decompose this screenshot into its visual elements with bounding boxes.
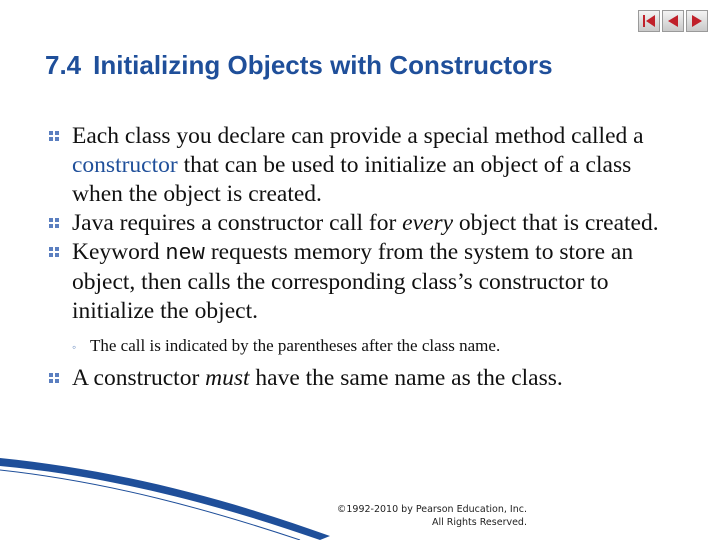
rights-line: All Rights Reserved. [431,517,527,528]
previous-slide-icon [665,13,681,29]
list-item [48,238,668,358]
sub-bullet-text: The call is indicated by the parentheses after the class name. [90,336,501,355]
sub-list-item [72,334,668,358]
copyright-line: ©1992-2010 by Pearson Education, Inc. [336,504,527,515]
list-item [48,122,668,209]
next-slide-button[interactable] [686,10,708,32]
slide-title-number: 7.4 [45,50,82,80]
list-item [48,209,668,238]
first-slide-icon [641,13,657,29]
list-item [48,364,668,393]
bullet-text: that can be used to initialize an object of a class when the object is created. [72,152,632,207]
sub-bullet-list [72,334,668,358]
bullet-text: A constructor [72,365,206,391]
slide-title-text: Initializing Objects with Constructors [93,50,553,80]
bullet-text: Keyword [72,239,166,265]
slide-title [45,50,553,81]
code-keyword: new [165,241,205,266]
copyright-notice [300,503,527,529]
bullet-list [48,122,668,393]
bullet-text: have the same name as the class. [249,365,563,391]
bullet-text: requests memory from the system to store an object, then calls the corresponding class’s constructor to initialize the object. [72,239,634,324]
bullet-text: Each class you declare can provide a special method called a [72,123,644,149]
constructor-term: constructor [72,152,178,178]
sub-bullet-marker-icon: ◦ [72,340,77,354]
previous-slide-button[interactable] [662,10,684,32]
bullet-marker-icon [48,130,62,144]
bullet-text: Java requires a constructor call for [72,210,403,236]
bullet-marker-icon [48,372,62,386]
bullet-text: object that is created. [453,210,659,236]
emphasis-text: must [205,365,250,391]
next-slide-icon [689,13,705,29]
emphasis-text: every [402,210,454,236]
bullet-marker-icon [48,246,62,260]
bullet-marker-icon [48,217,62,231]
first-slide-button[interactable] [638,10,660,32]
slide-navigation [638,10,708,32]
